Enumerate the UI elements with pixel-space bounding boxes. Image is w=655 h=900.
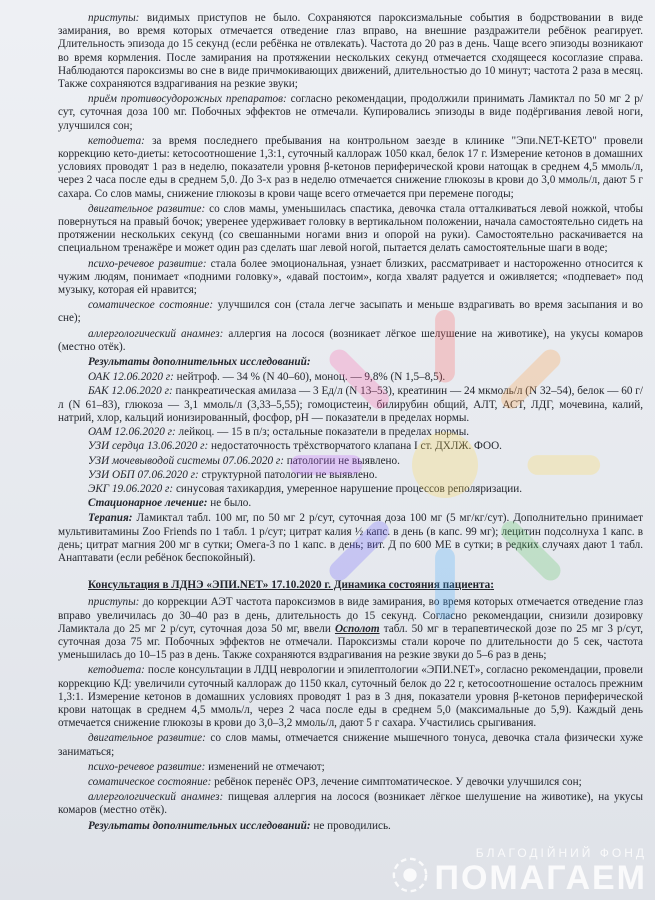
p2-keto-paragraph <box>58 664 643 730</box>
p2-allergy-paragraph <box>58 791 643 817</box>
result-label: ЭКГ 19.06.2020 г: <box>88 482 174 495</box>
keto-text: за время последнего пребывания на контрольном заезде в клинике "Эпи.NET-KETO" провели коррекцию кето-диеты: кетосоотношение 1,3:1, суточный каллораж 1050 ккал, белок 17 г. Измерение кетонов в домашних условиях проводят 1 раз в неделю, показатели уровня β-кетонов периферической крови натощак в среднем 4,5 ммоль/л, через 2 часа после еды в среднем 5,0. До 3-х раз в неделю отмечается снижение глюкозы в крови до 3,0 ммоль/л, дают 5 г сахара. Со слов мамы, снижение глюкозы в крови чаще всего отмечается при перемене погоды; <box>58 134 643 200</box>
consultation-title <box>58 579 643 592</box>
result-label: ОАМ 12.06.2020 г: <box>88 426 176 439</box>
drugs-text: согласно рекомендации, продолжили принимать Ламиктал по 50 мг 2 р/сут, суточная доза 100 мг. Побочных эффектов не отмечали. Купировались эпизоды в виде подёргивания левой ноги, улучшился сон; <box>58 93 643 132</box>
consultation-title-text: Консультация в ЛДНЭ «ЭПИ.NET» 17.10.2020 г. Динамика состояния пациента <box>88 579 491 592</box>
p2-motor-text: со слов мамы, отмечается снижение мышечного тонуса, девочка стала физически хуже заниматься; <box>58 732 643 758</box>
motor-label: двигательное развитие: <box>88 202 206 215</box>
p2-motor-paragraph <box>58 732 643 758</box>
result-label: БАК 12.06.2020 г: <box>88 385 173 398</box>
watermark-main: ПОМАГАЕМ <box>434 859 647 897</box>
p2-seizures-label: приступы: <box>88 596 140 609</box>
p2-results-label: Результаты дополнительных исследований: <box>88 819 311 832</box>
p2-seizures-text2: табл. 50 мг в терапевтической дозе по 25 мг 3 р/сут, суточная доза 75 мг. Побочных эффектов не отмечали. Пароксизмы стали короче по длительности до 5 сек, частота уменьшилась до 10–15 раз в день. Также сохраняются вздрагивания на резкие звуки до 5–6 раз в день; <box>58 622 644 662</box>
p2-somatic-text: ребёнок перенёс ОРЗ, лечение симптоматическое. У девочки улучшился сон; <box>211 775 582 788</box>
allergy-paragraph <box>58 328 643 354</box>
somatic-paragraph <box>58 299 643 325</box>
p2-seizures-text: до коррекции АЭТ частота пароксизмов в виде замирания, во время которых отмечается отведение глаз вправо увеличилась до 30–40 раз в день, длительность до 15 секунд. Согласно рекомендации, снизили дозировку Ламиктала до 25 мг 2 р/сут, суточная доза 50 мг, ввели <box>58 596 643 635</box>
result-text: недостаточность трёхстворчатого клапана I ст. ДХЛЖ. ФОО. <box>208 440 502 453</box>
result-abdomen-us <box>58 469 643 482</box>
result-oam <box>58 426 643 439</box>
psycho-paragraph <box>58 258 643 298</box>
inpatient-paragraph <box>58 497 643 510</box>
allergy-text: аллергия на лосося (возникает лёгкое шелушение на животике), на укусы комаров (местно отёк). <box>58 327 644 353</box>
seizures-label: приступы: <box>88 12 140 24</box>
result-urinary-us <box>58 455 643 468</box>
result-heart-us <box>58 440 643 453</box>
result-bak <box>58 385 643 425</box>
consultation-title-colon: : <box>490 579 495 592</box>
p2-allergy-text: пищевая аллергия на лосося (возникает лёгкое шелушение на животике), на укусы комаров (местно отёк). <box>58 791 644 817</box>
p2-psycho-paragraph <box>58 761 643 774</box>
result-text: панкреатическая амилаза — 3 Ед/л (N 13–53), креатинин — 24 мкмоль/л (N 32–54), белок — 60 г/л (N 61–83), глюкоза — 3,1 ммоль/л (3,33–5,55); гомоцистеин, билирубин общий, АЛТ, АСТ, ЛДГ, мочевина, калий, натрий, хлор, кальций ионизированный, фосфор, pH — показатели в пределах нормы. <box>58 385 643 424</box>
keto-label: кетодиета: <box>88 134 145 147</box>
p2-keto-text: после консультации в ЛДЦ неврологии и эпилептологии «ЭПИ.NET», согласно рекомендации, провели коррекцию КД: увеличили суточный каллораж до 1150 ккал, суточный белок до 22 г, кетосоотношение осталось прежним 1,3:1. Измерение кетонов в домашних условиях проводят 1 раз в 3 дня, показатели уровня β-кетонов периферической крови натощак в среднем 4,5 ммоль/л, через 2 часа после еды в среднем 5,0 (максимальные до 5,9). Каждый день отмечается снижение глюкозы в крови до 3,0–3,2 ммоль/л, дают 5 г сахара. Участились срыгивания. <box>58 664 643 730</box>
therapy-text: Ламиктал табл. 100 мг, по 50 мг 2 р/сут, суточная доза 100 мг (5 мг/кг/сут). Дополнительно принимает мультивитамины Zoo Friends по 1 табл. 1 р/сут; цитрат калия ½ капс. в день (в капс. 99 мг); лецитин подсолнуха 1 капс. в день; цитрат магния 200 мг в сутки; Омега-3 по 1 капс. в день; вит. Д по 600 МЕ в сутки; в редких случаях дают 1 табл. Анаптавати (если ребёнок беспокойный). <box>58 512 643 564</box>
p2-drug-name: Осполот <box>334 622 380 635</box>
result-oak <box>58 371 643 384</box>
somatic-label: соматическое состояние: <box>88 299 214 312</box>
therapy-paragraph <box>58 512 643 565</box>
seizures-text: видимых приступов не было. Сохраняются пароксизмальные события в бодрствовании в виде замирания, во время которых отмечается отведение глаз вправо, на внешние раздражители ребёнок реагирует. Длительность эпизода до 15 секунд (если ребёнка не отвлекать). Частота до 20 раз в день. Чаще всего эпизоды возникают во время кормления. После замирания на протяжении нескольких секунд отмечается сходящееся косоглазие справа. Наблюдаются пароксизмы во сне в виде причмокивающих движений, длительностью до 10 минут; частота 2 раза в месяц. Также сохраняются вздрагивания на резкие звуки; <box>58 12 643 91</box>
result-label: УЗИ сердца 13.06.2020 г: <box>88 440 209 453</box>
motor-paragraph <box>58 203 643 256</box>
result-text: лейкоц. — 15 в п/з; остальные показатели в пределах нормы. <box>175 426 470 439</box>
p2-psycho-text: изменений не отмечают; <box>205 760 325 773</box>
drugs-label: приём противосудорожных препаратов: <box>88 93 287 106</box>
p2-psycho-label: психо-речевое развитие: <box>88 760 206 773</box>
p2-seizures-paragraph <box>58 596 643 662</box>
drugs-paragraph <box>58 93 643 133</box>
allergy-label: аллергологический анамнез: <box>88 327 224 340</box>
psycho-label: психо-речевое развитие: <box>88 257 207 270</box>
inpatient-label: Стационарное лечение: <box>88 497 208 510</box>
seizures-paragraph <box>58 12 643 91</box>
keto-paragraph <box>58 135 643 201</box>
p2-somatic-label: соматическое состояние: <box>88 775 212 788</box>
charity-watermark <box>435 847 647 896</box>
p2-results-text: не проводились. <box>310 819 391 832</box>
result-text: нейтроф. — 34 % (N 40–60), моноц. — 9,8% (N 1,5–8,5). <box>173 371 446 384</box>
watermark-top: БЛАГОДІЙНИЙ ФОНД <box>475 845 647 860</box>
p2-allergy-label: аллергологический анамнез: <box>88 791 224 804</box>
psycho-text: стала более эмоциональная, узнает близких, рассматривает и настороженно относится к чужим людям, понимает «подними головку», «давай постоим», когда хвалят радуется и оживляется; «подпевает» под музыку, которая ей нравится; <box>58 257 643 297</box>
result-text: синусовая тахикардия, умеренное нарушение процессов реполяризации. <box>173 482 523 495</box>
p2-keto-label: кетодиета: <box>88 664 145 677</box>
results-title: Результаты дополнительных исследований: <box>88 356 311 369</box>
p2-motor-label: двигательное развитие: <box>88 732 206 745</box>
somatic-text: улучшился сон (стала легче засыпать и меньше вздрагивать во время засыпания и во сне); <box>58 299 643 325</box>
result-label: УЗИ мочевыводой системы 07.06.2020 г: <box>88 454 284 467</box>
result-ecg <box>58 483 643 496</box>
result-label: УЗИ ОБП 07.06.2020 г: <box>88 468 199 481</box>
result-text: структурной патологии не выявлено. <box>198 468 378 481</box>
motor-text: со слов мамы, уменьшилась спастика, девочка стала отталкиваться левой ножкой, чтобы повернуться на правый бочок; уверенее удерживает головку в вертикальном положении, начала самостоятельно сидеть на протяжении нескольких секунд (со свешанными ногами вниз и опорой на руки). Самостоятельно раскачивается на специальном тренажёре и может один раз сделать шаг левой ногой, пытается делать самостоятельные шаги в воде; <box>58 202 643 255</box>
result-label: ОАК 12.06.2020 г: <box>88 371 174 384</box>
therapy-label: Терапия: <box>88 512 133 525</box>
p2-somatic-paragraph <box>58 776 643 789</box>
p2-results-paragraph <box>58 820 643 833</box>
hands-logo-icon <box>391 856 429 894</box>
inpatient-text: не было. <box>207 497 252 510</box>
result-text: патологии не выявлено. <box>283 454 400 467</box>
